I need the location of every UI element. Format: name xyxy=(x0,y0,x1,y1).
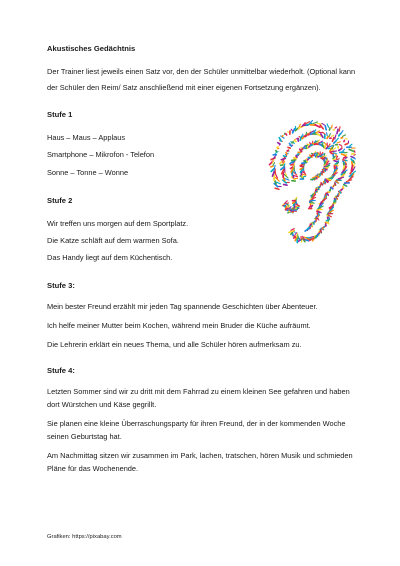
ear-dash xyxy=(322,123,325,125)
ear-dash xyxy=(324,226,325,227)
ear-dash xyxy=(338,177,343,179)
ear-dash xyxy=(301,237,302,240)
ear-dash xyxy=(311,179,315,180)
ear-dash xyxy=(287,150,288,151)
ear-dash xyxy=(294,158,297,159)
exercise-line: Die Katze schläft auf dem warmen Sofa. xyxy=(47,235,179,245)
ear-dash xyxy=(303,148,305,149)
ear-dash xyxy=(326,220,328,221)
ear-dash xyxy=(353,158,355,159)
exercise-line: Am Nachmittag sitzen wir zusammen im Park, lachen, tratschen, hören Musik und schmieden Pläne für das Wochenende. xyxy=(47,451,353,474)
ear-dash xyxy=(342,154,346,156)
ear-dash xyxy=(293,129,295,133)
ear-dash xyxy=(276,151,277,152)
ear-dash xyxy=(286,153,287,155)
stage-4-section xyxy=(47,365,357,475)
ear-dash xyxy=(329,134,330,137)
ear-dash xyxy=(322,228,323,229)
ear-dash xyxy=(278,143,280,144)
ear-dash xyxy=(318,213,319,215)
exercise-line: Sonne – Tonne – Wonne xyxy=(47,167,129,177)
ear-dash xyxy=(352,154,354,155)
ear-dash xyxy=(324,142,326,144)
ear-dash xyxy=(288,147,290,148)
ear-dash xyxy=(284,184,287,185)
ear-dash xyxy=(345,143,348,144)
document-content xyxy=(47,44,357,489)
ear-dash xyxy=(330,146,333,147)
ear-dash xyxy=(342,189,343,190)
ear-dash xyxy=(350,144,352,146)
stage-heading: Stufe 1 xyxy=(47,110,73,120)
ear-dash xyxy=(297,154,298,155)
ear-dash xyxy=(329,128,330,130)
stage-heading: Stufe 3: xyxy=(47,281,75,291)
ear-dash xyxy=(271,166,273,167)
ear-dash xyxy=(336,138,339,141)
ear-dash xyxy=(331,135,333,136)
ear-dash xyxy=(295,141,296,142)
ear-dash xyxy=(341,131,343,134)
ear-dash xyxy=(315,155,316,157)
ear-dash xyxy=(354,155,355,156)
intro-text: Der Trainer liest jeweils einen Satz vor, den der Schüler unmittelbar wiederholt. (Optional kann der Schüler den Reim/ Satz anschließend mit einer eigenen Fortsetzung ergänzen). xyxy=(47,67,356,92)
ear-dash xyxy=(343,149,345,151)
ear-dash xyxy=(317,213,318,215)
ear-dash xyxy=(319,174,321,175)
ear-dash xyxy=(345,138,347,139)
ear-dash xyxy=(325,126,326,130)
ear-dash xyxy=(349,149,354,151)
ear-dash xyxy=(336,154,337,156)
exercise-line: Ich helfe meiner Mutter beim Kochen, während mein Bruder die Küche aufräumt. xyxy=(47,321,311,331)
exercise-line: Sie planen eine kleine Überraschungsparty für ihren Freund, der in der kommenden Woche seinen Geburtstag hat. xyxy=(47,419,346,442)
exercise-line: Das Handy liegt auf dem Küchentisch. xyxy=(47,253,173,263)
ear-dash xyxy=(275,188,279,189)
ear-dash xyxy=(309,206,311,208)
exercise-line: Wir treffen uns morgen auf dem Sportplatz. xyxy=(47,218,189,228)
ear-dash xyxy=(332,125,333,128)
ear-dash xyxy=(295,233,297,235)
ear-dash xyxy=(339,145,341,146)
exercise-line: Mein bester Freund erzählt mir jeden Tag spannende Geschichten über Abenteuer. xyxy=(47,302,318,312)
ear-dash xyxy=(323,181,324,183)
ear-dash xyxy=(321,134,323,137)
ear-dash xyxy=(335,135,336,139)
document-title: Akustisches Gedächtnis xyxy=(47,44,136,53)
exercise-line: Letzten Sommer sind wir zu dritt mit dem Fahrrad zu einem kleinen See gefahren und haben dort Würstchen und Käse gegrillt. xyxy=(47,387,350,410)
ear-dash xyxy=(345,160,347,161)
ear-dash xyxy=(327,124,328,127)
ear-dash xyxy=(346,180,351,182)
ear-dash xyxy=(339,149,341,151)
ear-dash xyxy=(315,125,320,127)
ear-dash xyxy=(332,137,334,141)
ear-icon xyxy=(258,118,362,246)
image-credit: Grafiken: https://pixabay.com xyxy=(47,534,122,540)
ear-dash xyxy=(320,125,323,129)
ear-dash xyxy=(337,180,342,181)
ear-dash xyxy=(326,224,327,226)
ear-dash xyxy=(282,136,283,137)
ear-dash xyxy=(345,183,350,184)
ear-dash xyxy=(284,133,285,134)
ear-dash xyxy=(322,132,325,134)
ear-dash xyxy=(275,169,276,175)
stage-heading: Stufe 2 xyxy=(47,195,73,205)
ear-dash xyxy=(329,217,330,219)
ear-dash xyxy=(335,127,337,128)
ear-dash xyxy=(327,136,328,138)
ear-dash xyxy=(293,230,294,232)
ear-dash xyxy=(339,127,340,132)
ear-dash xyxy=(283,156,286,157)
ear-dash xyxy=(334,161,338,162)
stage-3-section xyxy=(47,280,357,351)
ear-dash xyxy=(306,146,307,149)
ear-dash xyxy=(337,142,340,143)
ear-dash xyxy=(337,159,340,160)
exercise-line: Haus – Maus – Applaus xyxy=(47,133,126,143)
ear-dash xyxy=(343,135,346,136)
ear-dash xyxy=(273,163,275,166)
stage-heading: Stufe 4: xyxy=(47,366,75,376)
exercise-line: Die Lehrerin erklärt ein neues Thema, und alle Schüler hören aufmerksam zu. xyxy=(47,340,302,350)
ear-dash xyxy=(343,157,345,158)
ear-dash xyxy=(322,144,324,147)
ear-dash xyxy=(324,154,325,157)
ear-dash xyxy=(313,222,314,223)
ear-dash xyxy=(337,129,338,133)
ear-dash xyxy=(319,186,320,187)
ear-dash xyxy=(286,134,287,135)
ear-dash xyxy=(326,133,327,136)
ear-dash xyxy=(333,151,337,152)
ear-dash xyxy=(328,217,329,219)
exercise-line: Smartphone – Mikrofon - Telefon xyxy=(47,150,155,160)
ear-dash xyxy=(333,185,334,186)
ear-dash xyxy=(292,142,293,143)
ear-dash xyxy=(344,140,345,141)
ear-dash xyxy=(292,160,296,161)
